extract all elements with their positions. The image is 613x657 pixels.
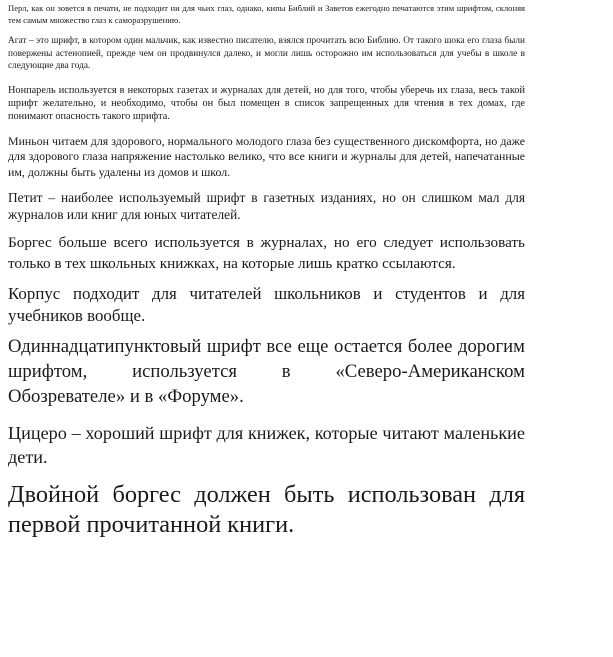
document-page (8, 2, 525, 540)
paragraph-petit: Петит – наиболее используемый шрифт в газетных изданиях, но он слишком мал для журналов или книг для юных читателей. (8, 190, 525, 223)
paragraph-cicero: Цицеро – хороший шрифт для книжек, которые читают маленькие дети. (8, 423, 525, 468)
paragraph-agate: Агат – это шрифт, в котором один мальчик, как известно писателю, взялся прочитать всю Библию. От такого шока его глаза были повержены астенопией, прежде чем он продвинулся далеко, и могли лишь осторожно им использоваться для учебы в школе в следующие два года. (8, 36, 525, 71)
paragraph-minion: Миньон читаем для здорового, нормального молодого глаза без существенного дискомфорта, но даже для здорового глаза напряжение настолько велико, что все книги и журналы для детей, напечатанные им, должны быть удалены из домов и школ. (8, 133, 525, 179)
paragraph-double-bourgeois: Двойной боргес должен быть использован для первой прочитанной книги. (8, 481, 525, 539)
paragraph-pearl: Перл, как он зовется в печати, не подходит ни для чьих глаз, однако, кипы Библий и Заветов ежегодно печатаются этим шрифтом, склоняя тем самым множество глаз к саморазрушению. (8, 3, 525, 25)
paragraph-eleven-point: Одиннадцатипунктовый шрифт все еще остается более дорогим шрифтом, используется в «Северо-Американском Обозревателе» и в «Форуме». (8, 336, 525, 408)
paragraph-bourgeois: Боргес больше всего используется в журналах, но его следует использовать только в тех школьных книжках, на которые лишь кратко ссылаются. (8, 234, 525, 273)
paragraph-corpus: Корпус подходит для читателей школьников и студентов и для учебников вообще. (8, 284, 525, 326)
paragraph-nonpareil: Нонпарель используется в некоторых газетах и журналах для детей, но для того, чтобы уберечь их глаза, весь такой шрифт желательно, и необходимо, чтобы он был помещен в список запрещенных для чтения в тех домах, где понимают опасность такого шрифта. (8, 84, 525, 122)
